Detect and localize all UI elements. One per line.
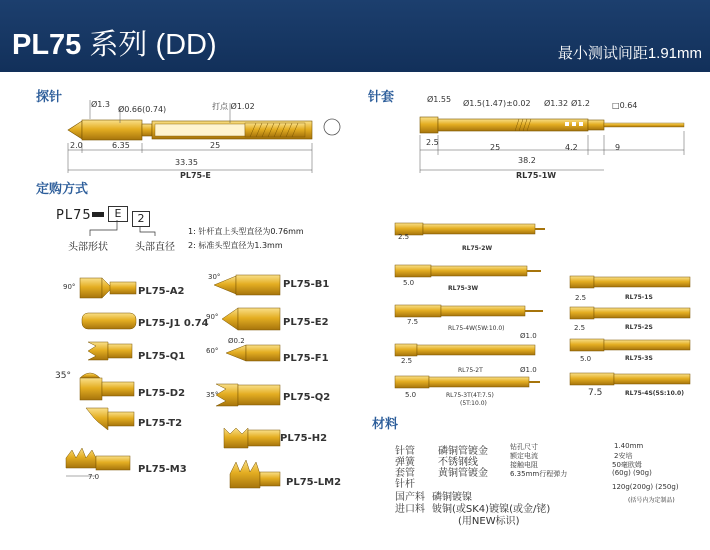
tip-q1-icon — [88, 340, 132, 362]
tip-q2-icon — [216, 382, 280, 408]
mat-val-4: 磷铜镀镍 — [432, 492, 472, 503]
rec-4s-dim: 7.5 — [588, 388, 603, 398]
mat-key-5: 进口料 — [395, 504, 425, 515]
model-code: PL75 — [12, 29, 82, 61]
tip-h2-icon — [224, 424, 280, 450]
spec-key-0: 钻孔尺寸 — [510, 443, 538, 451]
rec-4w-label: RL75-4W(5W:10.0) — [448, 325, 505, 332]
order-note-2: 2: 标准头型直径为1.3mm — [188, 241, 283, 250]
tip-a2-angle: 90° — [63, 283, 76, 291]
mat-key-0: 针管 — [395, 446, 415, 457]
tip-q2-angle: 35° — [206, 391, 219, 399]
section-receptacle: 针套 — [368, 90, 395, 105]
rec-dia-1: Ø1.55 — [427, 95, 452, 104]
rec-dia-4: Ø1.2 — [571, 99, 591, 108]
page-title — [12, 22, 217, 63]
rec-4s-icon — [570, 372, 690, 386]
tip-a2-icon — [80, 274, 136, 302]
rec-2t-label: RL75-2T — [458, 367, 483, 374]
mat-key-4: 国产料 — [395, 492, 425, 503]
rec-4w-d: Ø1.0 — [520, 332, 537, 340]
order-head-dia: 头部直径 — [135, 242, 175, 253]
tip-j1-label: PL75-J1 0.74 — [138, 318, 209, 329]
tip-f1-label: PL75-F1 — [283, 353, 329, 364]
rec-len-d: 9 — [615, 143, 621, 152]
rec-model: RL75-1W — [516, 171, 557, 180]
spec-force: 120g(200g) (250g) — [612, 483, 679, 491]
tip-h2-label: PL75-H2 — [280, 433, 328, 444]
rec-len-a: 2.5 — [426, 138, 439, 147]
mat-note-new: (用NEW标识) — [458, 516, 520, 527]
tip-lm2-label: PL75-LM2 — [286, 477, 342, 488]
probe-len-b: 25 — [210, 141, 221, 150]
rec-dia-3: Ø1.32 — [544, 99, 569, 108]
tip-e2-label: PL75-E2 — [283, 317, 329, 328]
order-leaders — [80, 220, 180, 240]
tip-f1-icon — [226, 342, 280, 364]
receptacle-drawing — [415, 95, 705, 185]
rec-3s-label: RL75-3S — [625, 355, 653, 362]
tip-b1-angle: 30° — [208, 273, 221, 281]
tip-d2-angle: 35° — [55, 371, 71, 381]
page-header — [0, 0, 710, 72]
tip-j1-icon — [82, 312, 136, 330]
rec-4s-label: RL75-4S(5S:10.0) — [625, 390, 684, 397]
rec-2w-label: RL75-2W — [462, 245, 493, 252]
rec-3s-dim: 5.0 — [580, 355, 592, 363]
rec-1s-label: RL75-1S — [625, 294, 653, 301]
section-probe: 探针 — [36, 90, 63, 105]
mat-key-2: 套管 — [395, 468, 415, 479]
tip-e2-icon — [222, 306, 280, 332]
spec-val-3: (60g) (90g) — [612, 469, 652, 477]
series-label: 系列 (DD) — [81, 29, 217, 61]
rec-3t-d: Ø1.0 — [520, 366, 537, 374]
tip-b1-icon — [214, 272, 280, 298]
rec-3w-icon — [395, 264, 545, 278]
spec-val-1: 2安培 — [614, 452, 633, 460]
rec-1s-dim: 2.5 — [575, 294, 587, 302]
rec-2s-label: RL75-2S — [625, 324, 653, 331]
section-material: 材料 — [372, 417, 399, 432]
probe-dia-mid: Ø0.66(0.74) — [118, 105, 167, 114]
tip-q1-label: PL75-Q1 — [138, 351, 186, 362]
order-note-1: 1: 针杆直上头型直径为0.76mm — [188, 227, 304, 236]
rec-2t-icon — [395, 343, 535, 357]
rec-len-b: 25 — [490, 143, 501, 152]
spec-key-2: 接触电阻 — [510, 461, 538, 469]
tip-a2-label: PL75-A2 — [138, 286, 185, 297]
order-box-2: 2 — [132, 211, 150, 227]
order-head-shape: 头部形状 — [68, 242, 108, 253]
mat-val-5: 铍铜(或SK4)镀镍(或金/铑) — [432, 504, 551, 515]
probe-mark: 打点 Ø1.02 — [212, 102, 255, 111]
mat-key-3: 针杆 — [395, 479, 415, 490]
probe-dia-tip: Ø1.3 — [91, 100, 111, 109]
spec-val-2: 50毫欧姆 — [612, 461, 642, 469]
tip-m3-label: PL75-M3 — [138, 464, 187, 475]
section-ordering: 定购方式 — [36, 182, 89, 197]
mat-val-0: 磷铜管镀金 — [438, 446, 488, 457]
order-box-e: E — [108, 206, 128, 222]
tip-t2-icon — [86, 404, 134, 432]
probe-total: 33.35 — [175, 158, 198, 167]
tip-d2-icon — [78, 368, 134, 402]
order-code: PL75 — [56, 208, 92, 223]
probe-len-tip: 2.0 — [70, 141, 83, 150]
mat-val-2: 黄铜管镀金 — [438, 468, 488, 479]
tip-e2-angle: 90° — [206, 313, 219, 321]
rec-3w-label: RL75-3W — [448, 285, 479, 292]
rec-2t-dim: 2.5 — [401, 357, 413, 365]
rec-3t-label: RL75-3T(4T:7.5) — [446, 392, 494, 399]
tip-f1-angle: 60° — [206, 347, 219, 355]
tip-q2-label: PL75-Q2 — [283, 392, 331, 403]
tip-m3-dim: 7.0 — [88, 473, 100, 481]
rec-square: □0.64 — [612, 101, 638, 110]
rec-4w-icon — [395, 304, 545, 318]
rec-2s-dim: 2.5 — [574, 324, 586, 332]
rec-3s-icon — [570, 338, 690, 352]
tip-d2-label: PL75-D2 — [138, 388, 186, 399]
rec-2w-icon — [395, 222, 545, 236]
rec-4w-dim: 7.5 — [407, 318, 419, 326]
mat-val-1: 不锈钢线 — [438, 457, 478, 468]
min-spacing: 最小测试间距1.91mm — [557, 45, 702, 62]
rec-3t-icon — [395, 375, 540, 389]
rec-3t-dim: 5.0 — [405, 391, 417, 399]
rec-3w-dim: 5.0 — [403, 279, 415, 287]
tip-lm2-icon — [228, 458, 280, 492]
probe-model: PL75-E — [180, 171, 211, 180]
tip-f1-dim: Ø0.2 — [228, 337, 245, 345]
rec-2s-icon — [570, 306, 690, 320]
rec-2w-dim: 2.5 — [398, 233, 410, 241]
spec-key-1: 额定电流 — [510, 452, 538, 460]
custom-note: (括号内为定制品) — [628, 497, 675, 504]
rec-1s-icon — [570, 275, 690, 289]
rec-total: 38.2 — [518, 156, 536, 165]
probe-len-a: 6.35 — [112, 141, 130, 150]
spec-val-0: 1.40mm — [614, 442, 644, 450]
tip-b1-label: PL75-B1 — [283, 279, 330, 290]
tip-t2-label: PL75-T2 — [138, 418, 183, 429]
rec-dia-2: Ø1.5(1.47)±0.02 — [463, 99, 531, 108]
spec-key-3: 6.35mm行程弹力 — [510, 470, 568, 478]
order-dash — [92, 212, 104, 217]
rec-3t-label-2: (5T:10.0) — [460, 400, 487, 407]
rec-len-c: 4.2 — [565, 143, 578, 152]
mat-key-1: 弹簧 — [395, 457, 415, 468]
